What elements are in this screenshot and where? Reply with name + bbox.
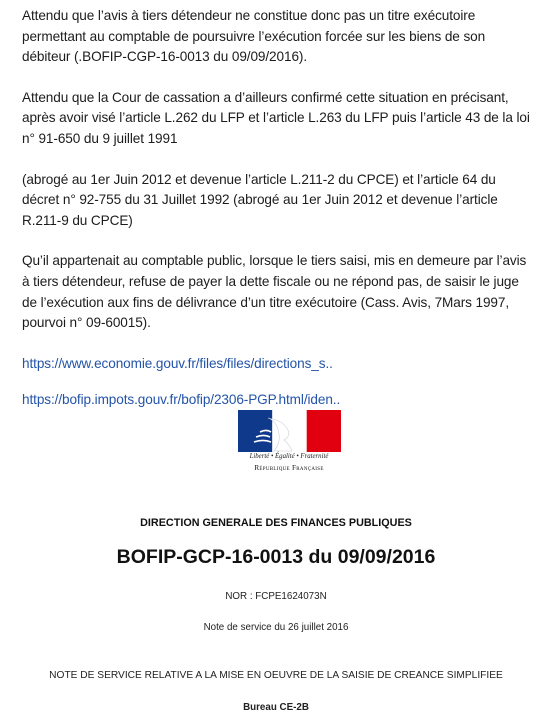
document-title: BOFIP-GCP-16-0013 du 09/09/2016 (116, 546, 436, 568)
post-paragraph-1: Attendu que l’avis à tiers détendeur ne constitue donc pas un titre exécutoire permettant au comptable de poursuivre l’exécution forcée sur les biens de son débiteur (.BOFIP-CGP-16-0013 du 09/09/2016). (22, 8, 486, 65)
nor-reference: NOR : FCPE1624073N (225, 591, 327, 602)
link-economie[interactable]: https://www.economie.gouv.fr/files/files/directions_s.. (22, 355, 333, 371)
post-paragraph-4: Qu’il appartenait au comptable public, lorsque le tiers saisi, mis en demeure par l’avis à tiers détendeur, refuse de payer la dette fiscale ou ne répond pas, de saisir le juge de l’exécution aux fins de délivrance d’un titre exécutoire (Cass. Avis, 7Mars 1997, pourvoi n° 09-60015). (22, 253, 527, 331)
post-body (22, 6, 532, 427)
note-title: NOTE DE SERVICE RELATIVE A LA MISE EN OEUVRE DE LA SAISIE DE CREANCE SIMPLIFIEE (49, 670, 503, 681)
bureau-label: Bureau CE-2B (243, 702, 309, 713)
post-paragraph-2: Attendu que la Cour de cassation a d’ailleurs confirmé cette situation en précisant, après avoir visé l’article L.262 du LFP et l’article L.263 du LFP puis l’article 43 de la loi n° 91-650 du 9 juillet 1991 (22, 89, 530, 146)
direction-heading: DIRECTION GENERALE DES FINANCES PUBLIQUES (140, 517, 412, 529)
french-flag-logo-icon (238, 410, 341, 452)
post-paragraph-3: (abrogé au 1er Juin 2012 et devenue l’article L.211-2 du CPCE) et l’article 64 du décret n° 92-755 du 31 Juillet 1992 (abrogé au 1er Juin 2012 et devenue l’article R.211-9 du CPCE) (22, 171, 498, 228)
link-bofip[interactable]: https://bofip.impots.gouv.fr/bofip/2306-PGP.html/iden.. (22, 392, 341, 408)
republic-motto: Liberté • Égalité • Fraternité (249, 453, 329, 460)
note-date: Note de service du 26 juillet 2016 (203, 622, 349, 633)
marianne-logo (235, 410, 343, 476)
republic-name: République Française (254, 464, 324, 472)
